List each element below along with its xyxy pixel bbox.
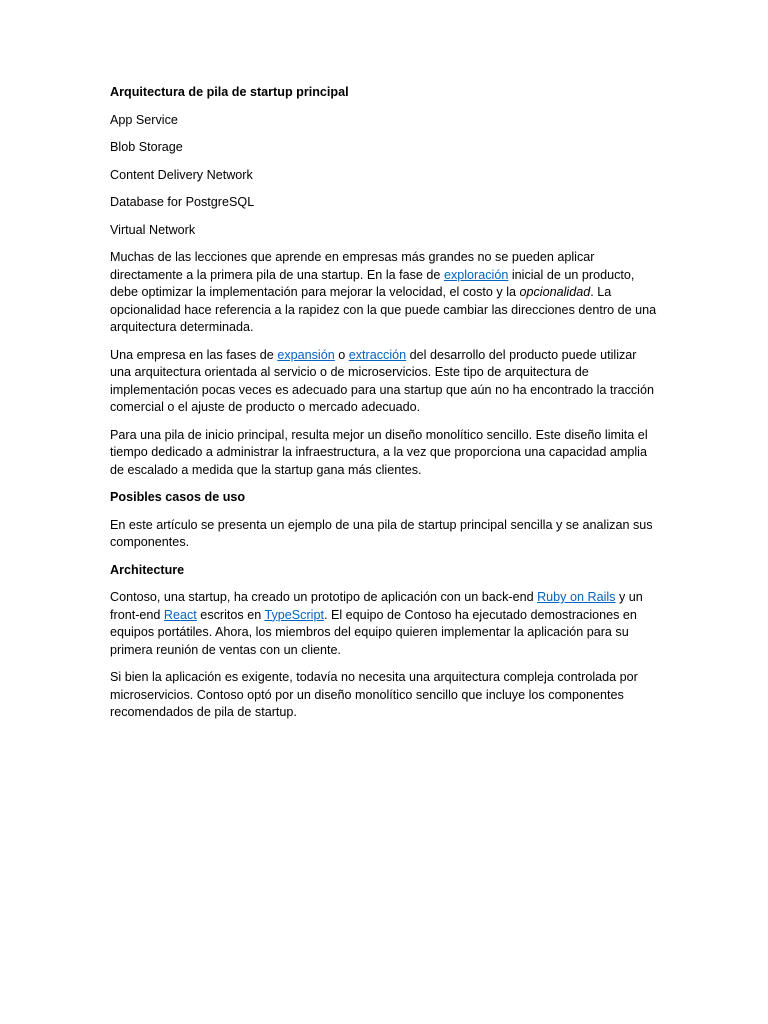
paragraph-phases — [110, 347, 658, 417]
link-expansion[interactable]: expansión — [277, 347, 335, 362]
document-title: Arquitectura de pila de startup principal — [110, 85, 349, 99]
heading-use-cases: Posibles casos de uso — [110, 490, 246, 504]
link-ruby-on-rails[interactable]: Ruby on Rails — [537, 590, 616, 604]
link-typescript[interactable]: TypeScript — [264, 607, 324, 622]
paragraph-phases-text-2: o — [334, 347, 349, 362]
paragraph-contoso-text-1: Contoso, una startup, ha creado un prototipo de aplicación con un back-end — [110, 590, 538, 604]
link-extraccion[interactable]: extracción — [348, 347, 407, 362]
link-exploracion[interactable]: exploración — [443, 267, 509, 282]
paragraph-intro-text-1: Muchas de las lecciones que aprende en empresas más grandes no se pueden aplicar directamente a la primera pila de una startup. En la fase de — [110, 250, 595, 282]
paragraph-conclusion: Si bien la aplicación es exigente, todavía no necesita una arquitectura compleja controlada por microservicios. Contoso optó por un diseño monolítico sencillo que incluye los componentes recomendados de pila de startup. — [110, 670, 638, 719]
service-item-virtual-network: Virtual Network — [110, 222, 196, 237]
paragraph-contoso-text-4: . El equipo de Contoso ha ejecutado demostraciones en equipos portátiles. Ahora, los miembros del equipo quieren implementar la aplicación para su primera reunión de ventas con un cliente. — [110, 607, 637, 657]
document-page — [110, 84, 658, 732]
paragraph-monolithic: Para una pila de inicio principal, resulta mejor un diseño monolítico sencillo. Este diseño limita el tiempo dedicado a administrar la infraestructura, a la vez que proporciona una capacidad amplia de escalado a medida que la startup gana más clientes. — [110, 427, 648, 477]
paragraph-phases-text-1: Una empresa en las fases de — [110, 347, 278, 362]
paragraph-intro-text-3: . La opcionalidad hace referencia a la rapidez con la que puede cambiar las direcciones dentro de una arquitectura determinada. — [110, 285, 657, 334]
paragraph-contoso-text-3: escritos en — [196, 607, 265, 622]
service-item-app-service: App Service — [110, 112, 178, 127]
link-react[interactable]: React — [163, 607, 197, 622]
service-item-postgresql: Database for PostgreSQL — [110, 195, 255, 209]
heading-architecture: Architecture — [110, 562, 185, 577]
service-item-cdn: Content Delivery Network — [110, 167, 253, 182]
emphasis-opcionalidad: opcionalidad — [519, 285, 591, 299]
paragraph-contoso — [110, 589, 658, 659]
paragraph-use-cases: En este artículo se presenta un ejemplo de una pila de startup principal sencilla y se analizan sus componentes. — [110, 517, 653, 549]
paragraph-intro-text-2: inicial de un producto, debe optimizar la implementación para mejorar la velocidad, el costo y la — [110, 267, 635, 299]
paragraph-contoso-text-2: y un front-end — [110, 590, 643, 622]
paragraph-phases-text-3: del desarrollo del producto puede utilizar una arquitectura orientada al servicio o de microservicios. Este tipo de arquitectura de implementación pocas veces es adecuado para una startup que aún no ha encontrado la tracción comercial o el ajuste de producto o mercado adecuado. — [110, 347, 654, 414]
service-item-blob-storage: Blob Storage — [110, 140, 183, 154]
paragraph-intro — [110, 249, 658, 337]
